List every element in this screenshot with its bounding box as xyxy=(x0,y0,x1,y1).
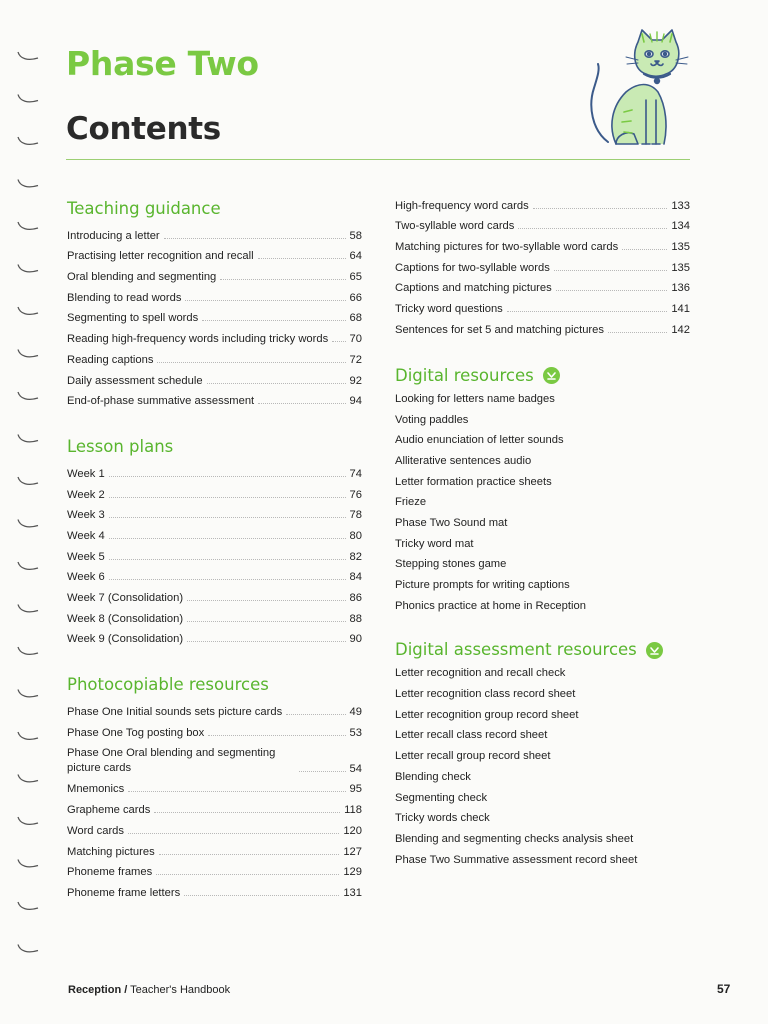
entry-page: 49 xyxy=(349,706,362,719)
leader-dots xyxy=(157,362,345,363)
toc-entry[interactable] xyxy=(395,254,690,275)
toc-entry[interactable] xyxy=(67,838,362,859)
entry-page: 66 xyxy=(349,291,362,304)
resource-item[interactable]: Segmenting check xyxy=(395,791,488,804)
toc-entry[interactable] xyxy=(67,222,362,243)
leader-dots xyxy=(608,332,667,333)
entry-title: End-of-phase summative assessment xyxy=(67,395,255,408)
resource-item[interactable]: Looking for letters name badges xyxy=(395,392,555,405)
entry-page: 82 xyxy=(349,550,362,563)
toc-entry[interactable] xyxy=(67,719,362,740)
leader-dots xyxy=(556,290,668,291)
resource-item[interactable]: Phase Two Sound mat xyxy=(395,516,508,529)
footer-separator: / xyxy=(124,984,128,996)
entry-page: 53 xyxy=(349,726,362,739)
binding-curl xyxy=(18,945,38,952)
binding-curl xyxy=(18,137,38,144)
leader-dots xyxy=(187,621,345,622)
toc-entry[interactable] xyxy=(395,192,690,213)
binding-curl xyxy=(18,860,38,867)
toc-entry[interactable] xyxy=(67,796,362,817)
leader-dots xyxy=(332,341,345,342)
entry-page: 54 xyxy=(349,762,362,775)
entry-title: Matching pictures xyxy=(67,845,155,858)
binding-curl xyxy=(18,775,38,782)
teaching-guidance-list xyxy=(67,222,362,408)
entry-title: Captions for two-syllable words xyxy=(395,261,550,274)
toc-entry[interactable] xyxy=(67,817,362,838)
toc-entry[interactable] xyxy=(67,284,362,305)
leader-dots xyxy=(128,833,339,834)
leader-dots xyxy=(286,714,345,715)
toc-entry[interactable] xyxy=(67,243,362,264)
entry-title: Week 6 xyxy=(67,571,105,584)
entry-title: Week 5 xyxy=(67,550,105,563)
entry-page: 86 xyxy=(349,592,362,604)
resource-item[interactable]: Audio enunciation of letter sounds xyxy=(395,434,564,447)
entry-page: 70 xyxy=(349,333,362,346)
section-heading: Lesson plans xyxy=(67,437,174,457)
entry-page: 58 xyxy=(349,229,362,242)
leader-dots xyxy=(159,854,340,855)
resource-item[interactable]: Alliterative sentences audio xyxy=(395,454,532,467)
leader-dots xyxy=(299,771,346,772)
binding-curl xyxy=(18,477,38,484)
toc-entry[interactable] xyxy=(67,698,362,719)
binding-curl xyxy=(18,180,38,187)
lesson-plans-section xyxy=(67,434,362,646)
toc-entry[interactable] xyxy=(67,481,362,502)
binding-curl xyxy=(18,95,38,102)
entry-title: Daily assessment schedule xyxy=(67,374,203,387)
entry-page: 136 xyxy=(671,282,690,295)
toc-entry[interactable] xyxy=(395,213,690,234)
resource-item[interactable]: Picture prompts for writing captions xyxy=(395,579,570,591)
binding-curl xyxy=(18,902,38,909)
resource-item[interactable]: Frieze xyxy=(395,496,427,509)
toc-entry[interactable] xyxy=(67,346,362,367)
entry-page: 131 xyxy=(343,886,362,899)
entry-title: Oral blending and segmenting xyxy=(67,271,217,284)
leader-dots xyxy=(533,208,668,209)
page-title: Phase Two xyxy=(66,44,259,83)
right-column xyxy=(395,192,690,870)
entry-page: 129 xyxy=(343,866,362,879)
resource-item[interactable]: Stepping stones game xyxy=(395,558,507,571)
cat-illustration xyxy=(586,26,690,155)
entry-page: 65 xyxy=(349,271,362,284)
entry-title: Practising letter recognition and recall xyxy=(67,250,254,263)
title-divider xyxy=(66,159,690,160)
resource-item[interactable]: Tricky words check xyxy=(395,812,490,825)
entry-title: Tricky word questions xyxy=(395,303,503,316)
toc-entry[interactable] xyxy=(67,740,362,776)
entry-page: 84 xyxy=(349,571,362,584)
leader-dots xyxy=(518,228,667,229)
entry-title: Phoneme frames xyxy=(67,866,153,879)
toc-entry[interactable] xyxy=(67,776,362,797)
toc-entry[interactable] xyxy=(67,388,362,409)
entry-title: Introducing a letter xyxy=(67,229,160,242)
teaching-guidance-section xyxy=(67,196,362,408)
entry-title: Week 4 xyxy=(67,529,105,542)
footer-subtitle: Teacher's Handbook xyxy=(130,984,231,996)
entry-page: 133 xyxy=(671,199,690,212)
entry-title: Mnemonics xyxy=(67,783,125,796)
resource-item[interactable]: Phonics practice at home in Reception xyxy=(395,599,586,612)
section-heading xyxy=(395,363,690,389)
resource-item[interactable]: Tricky word mat xyxy=(395,537,474,550)
leader-dots xyxy=(154,812,340,813)
toc-entry[interactable] xyxy=(67,325,362,346)
leader-dots xyxy=(187,600,345,601)
spiral-binding xyxy=(14,40,44,990)
entry-title: Two-syllable word cards xyxy=(395,220,515,233)
entry-page: 80 xyxy=(349,529,362,542)
entry-page: 134 xyxy=(671,220,690,233)
binding-curl xyxy=(18,52,38,59)
leader-dots xyxy=(554,270,668,271)
binding-curl xyxy=(18,307,38,314)
entry-page: 88 xyxy=(349,612,362,625)
leader-dots xyxy=(220,279,345,280)
binding-curl xyxy=(18,392,38,399)
digital-resources-section xyxy=(395,363,690,617)
download-icon xyxy=(543,367,560,384)
resource-item[interactable]: Letter recognition class record sheet xyxy=(395,688,576,701)
toc-entry[interactable] xyxy=(67,502,362,523)
leader-dots xyxy=(258,258,346,259)
entry-page: 90 xyxy=(349,633,362,646)
toc-entry[interactable] xyxy=(395,275,690,296)
entry-title: Reading high-frequency words including tricky words xyxy=(67,333,329,346)
toc-entry[interactable] xyxy=(67,564,362,585)
toc-entry[interactable] xyxy=(67,859,362,880)
leader-dots xyxy=(128,791,345,792)
entry-page: 135 xyxy=(671,241,690,254)
entry-title: Week 8 (Consolidation) xyxy=(67,612,184,625)
entry-title: Word cards xyxy=(67,824,124,837)
toc-entry[interactable] xyxy=(67,305,362,326)
binding-curl xyxy=(18,817,38,824)
leader-dots xyxy=(156,874,339,875)
leader-dots xyxy=(187,641,345,642)
contents-heading: Contents xyxy=(66,111,221,147)
entry-page: 118 xyxy=(344,804,362,817)
leader-dots xyxy=(622,249,667,250)
toc-entry[interactable] xyxy=(395,316,690,337)
leader-dots xyxy=(109,497,346,498)
photocopiable-resources-section xyxy=(67,672,362,900)
toc-entry[interactable] xyxy=(67,584,362,605)
entry-title: Week 1 xyxy=(67,467,105,480)
entry-title: Week 2 xyxy=(67,488,105,501)
toc-entry[interactable] xyxy=(67,543,362,564)
resource-item[interactable]: Blending and segmenting checks analysis sheet xyxy=(395,832,634,845)
entry-title: Phase One Tog posting box xyxy=(67,726,205,739)
leader-dots xyxy=(109,559,346,560)
entry-title: Grapheme cards xyxy=(67,804,151,817)
photocopiable-resources-list xyxy=(67,698,362,900)
binding-curl xyxy=(18,732,38,739)
entry-page: 64 xyxy=(349,250,362,263)
leader-dots xyxy=(258,403,345,404)
resource-item[interactable]: Letter recall group record sheet xyxy=(395,750,551,763)
entry-title: Captions and matching pictures xyxy=(395,282,552,295)
toc-entry[interactable] xyxy=(67,367,362,388)
photocopiable-continued-list xyxy=(395,192,690,337)
section-heading-text: Digital assessment resources xyxy=(395,640,637,660)
binding-curl xyxy=(18,350,38,357)
entry-title: Sentences for set 5 and matching pictures xyxy=(395,323,604,336)
lesson-plans-list xyxy=(67,460,362,646)
toc-entry[interactable] xyxy=(67,879,362,900)
toc-entry[interactable] xyxy=(395,295,690,316)
footer-book: Reception xyxy=(68,984,122,996)
resource-item[interactable]: Phase Two Summative assessment record sheet xyxy=(395,853,638,866)
toc-entry[interactable] xyxy=(67,263,362,284)
entry-page: 72 xyxy=(349,353,362,366)
entry-title: Week 9 (Consolidation) xyxy=(67,633,184,646)
binding-curl xyxy=(18,605,38,612)
toc-entry[interactable] xyxy=(67,522,362,543)
binding-curl xyxy=(18,222,38,229)
footer-book-title xyxy=(68,984,230,996)
leader-dots xyxy=(109,517,346,518)
entry-title: Phase One Initial sounds sets picture cards xyxy=(67,706,283,719)
entry-page: 74 xyxy=(349,467,362,480)
leader-dots xyxy=(109,579,346,580)
leader-dots xyxy=(109,476,346,477)
entry-title: Phase One Oral blending and segmenting picture cards xyxy=(67,746,276,774)
leader-dots xyxy=(164,238,346,239)
section-heading-text: Digital resources xyxy=(395,365,534,385)
entry-page: 68 xyxy=(349,312,362,325)
section-heading: Teaching guidance xyxy=(67,199,221,218)
resource-item[interactable]: Letter formation practice sheets xyxy=(395,475,552,488)
leader-dots xyxy=(185,300,345,301)
entry-title: Phoneme frame letters xyxy=(67,886,181,899)
section-heading xyxy=(395,637,690,663)
leader-dots xyxy=(109,538,346,539)
entry-page: 142 xyxy=(671,323,690,336)
entry-title: Week 7 (Consolidation) xyxy=(67,592,184,604)
binding-curl xyxy=(18,435,38,442)
entry-page: 94 xyxy=(349,395,362,408)
binding-curl xyxy=(18,647,38,654)
toc-entry[interactable] xyxy=(67,460,362,481)
digital-assessment-list xyxy=(395,663,690,870)
entry-title: Matching pictures for two-syllable word cards xyxy=(395,241,619,254)
resource-item[interactable]: Letter recognition and recall check xyxy=(395,667,566,680)
leader-dots xyxy=(184,895,339,896)
resource-item[interactable]: Letter recognition group record sheet xyxy=(395,708,579,721)
toc-entry[interactable] xyxy=(395,233,690,254)
binding-curl xyxy=(18,690,38,697)
resource-item[interactable]: Letter recall class record sheet xyxy=(395,729,548,742)
leader-dots xyxy=(207,383,346,384)
resource-item[interactable]: Blending check xyxy=(395,770,471,783)
leader-dots xyxy=(507,311,668,312)
entry-title: Week 3 xyxy=(67,509,105,522)
entry-title: High-frequency word cards xyxy=(395,199,529,212)
toc-entry[interactable] xyxy=(67,626,362,647)
binding-curl xyxy=(18,562,38,569)
download-icon xyxy=(646,642,663,659)
entry-title: Segmenting to spell words xyxy=(67,312,199,325)
entry-page: 95 xyxy=(349,783,362,796)
leader-dots xyxy=(202,320,345,321)
section-heading: Photocopiable resources xyxy=(67,675,269,695)
entry-page: 141 xyxy=(671,303,690,316)
entry-title: Reading captions xyxy=(67,353,154,366)
entry-page: 120 xyxy=(343,824,362,837)
binding-curl xyxy=(18,265,38,272)
entry-page: 92 xyxy=(349,374,362,387)
leader-dots xyxy=(208,735,345,736)
toc-entry[interactable] xyxy=(67,605,362,626)
entry-page: 78 xyxy=(349,509,362,522)
entry-page: 135 xyxy=(671,261,690,274)
page-number: 57 xyxy=(717,982,731,996)
entry-title: Blending to read words xyxy=(67,291,182,304)
left-column xyxy=(67,196,362,900)
entry-page: 127 xyxy=(343,845,362,858)
binding-curl xyxy=(18,520,38,527)
entry-page: 76 xyxy=(349,488,362,501)
resource-item[interactable]: Voting paddles xyxy=(395,413,469,426)
digital-resources-list xyxy=(395,389,690,617)
digital-assessment-section xyxy=(395,637,690,870)
